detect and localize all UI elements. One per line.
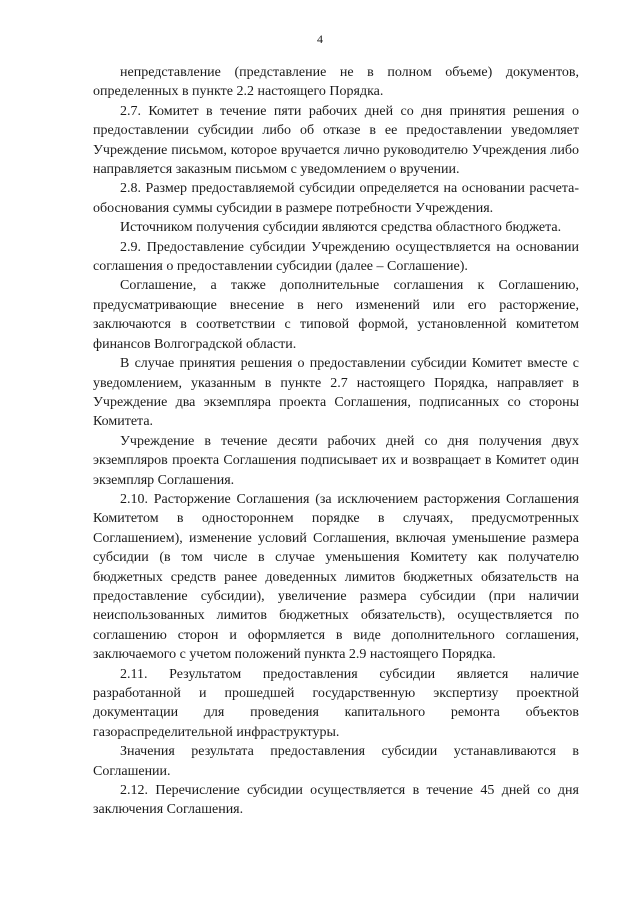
paragraph-2-12: 2.12. Перечисление субсидии осуществляется в течение 45 дней со дня заключения Соглашения.: [93, 783, 579, 818]
paragraph-2-7: 2.7. Комитет в течение пяти рабочих дней со дня принятия решения о предоставлении субсидии либо об отказе в ее предоставлении уведомляет Учреждение письмом, которое вручается лично руководителю Учреждения либо направляется заказным письмом с уведомлением о вручении.: [93, 103, 579, 178]
paragraph-2-11: 2.11. Результатом предоставления субсидии является наличие разработанной и прошедшей государственную экспертизу проектной документации для проведения капитального ремонта объектов газораспределительной инфраструктуры.: [93, 666, 579, 740]
document-body: [93, 63, 579, 820]
paragraph-agreement-signing: Учреждение в течение десяти рабочих дней со дня получения двух экземпляров проекта Соглашения подписывает их и возвращает в Комитет один экземпляр Соглашения.: [93, 433, 579, 488]
paragraph-agreement-form: Соглашение, а также дополнительные соглашения к Соглашению, предусматривающие внесение в него изменений или его расторжение, заключаются в соответствии с типовой формой, установленной комитетом финансов Волгоградской области.: [93, 278, 579, 352]
paragraph-funding-source: Источником получения субсидии являются средства областного бюджета.: [120, 220, 562, 236]
paragraph-2-10: 2.10. Расторжение Соглашения (за исключением расторжения Соглашения Комитетом в одностороннем порядке в случаях, предусмотренных Соглашением), изменение условий Соглашения, включая уменьшение размера субсидии (в том числе в случае уменьшения Комитету как получателю бюджетных средств ранее доведенных лимитов бюджетных обязательств на предоставление субсидии), увеличение размера субсидии (при наличии неиспользованных лимитов бюджетных обязательств), осуществляется по соглашению сторон и оформляется в виде дополнительного соглашения, заключаемого с учетом положений пункта 2.9 настоящего Порядка.: [93, 491, 579, 663]
paragraph-2-8: 2.8. Размер предоставляемой субсидии определяется на основании расчета-обоснования суммы субсидии в размере потребности Учреждения.: [93, 181, 579, 216]
paragraph-result-values: Значения результата предоставления субсидии устанавливаются в Соглашении.: [93, 744, 579, 779]
paragraph-2-9: 2.9. Предоставление субсидии Учреждению осуществляется на основании соглашения о предоставлении субсидии (далее – Соглашение).: [93, 239, 579, 275]
paragraph-continuation: непредставление (представление не в полном объеме) документов, определенных в пункте 2.2 настоящего Порядка.: [93, 65, 579, 100]
paragraph-agreement-sending: В случае принятия решения о предоставлении субсидии Комитет вместе с уведомлением, указанным в пункте 2.7 настоящего Порядка, направляет в Учреждение два экземпляра проекта Соглашения, подписанных со стороны Комитета.: [93, 356, 579, 430]
page-number: 4: [317, 32, 323, 46]
